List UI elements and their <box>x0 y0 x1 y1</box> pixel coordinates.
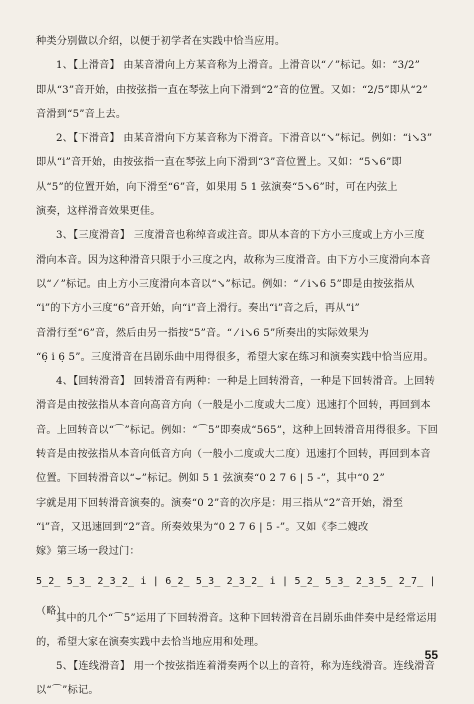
text-line: 音滑行至“6”音，然后由另一指按“5”音。“ ⁄ i↘6 5”所奏出的实际效果为 <box>36 327 369 339</box>
text-line: 3、【三度滑音】 三度滑音也称绰音或注音。即从本音的下方小三度或上方小三度 <box>56 230 425 242</box>
text-line: 即从“i”音开始，由按弦指一直在琴弦上向下滑到“3”音位置上。又如：“5↘6”即 <box>36 157 402 169</box>
text-line: 4、【回转滑音】 回转滑音有两种：一种是上回转滑音，一种是下回转滑音。上回转 <box>56 376 435 388</box>
text-line: 演奏，这样滑音效果更佳。 <box>36 206 161 218</box>
text-line: 即从“3”音开始，由按弦指一直在琴弦上向下滑到“2̇”音的位置。又如：“2/5”即从“2” <box>36 84 428 96</box>
text-line: 滑音是由按弦指从本音向高音方向（一般是小二度或大二度）迅速打个回转，再回到本 <box>36 400 431 412</box>
text-line: 2、【下滑音】 由某音滑向下方某音称为下滑音。下滑音以“↘”标记。例如：“i↘3” <box>56 133 433 145</box>
text-line: 1、【上滑音】 由某音滑向上方某音称为上滑音。上滑音以“ ⁄ ”标记。如：“3/2” <box>56 60 421 72</box>
text-line: 5、【连线滑音】 用一个按弦指连着滑奏两个以上的音符，称为连线滑音。连线滑音 <box>56 661 435 673</box>
text-line: 从“5”的位置开始，向下滑至“6”音，如果用 5 1 弦演奏“5↘6”时，可在内弦上 <box>36 181 398 193</box>
music-score-line: 5̲2̲ 5̲3̲ 2̲3̲2̲ i | 6̲2̲ 5̲3̲ 2̲3̲2̲ i | 5̲2̲ 5̲3̲ 2̲3̲5̲ 2̲7̲ | （略） <box>36 575 436 617</box>
text-line: 种类分别做以介绍，以便于初学者在实践中恰当应用。 <box>36 36 286 47</box>
text-line: “6̣ i 6̣ 5”。三度滑音在吕剧乐曲中用得很多，希望大家在练习和演奏实践中恰当应用。 <box>36 351 434 363</box>
page-number: 55 <box>424 648 438 662</box>
text-line: 其中的几个“⌒5”运用了下回转滑音。这种下回转滑音在吕剧乐曲伴奏中是经常运用 <box>56 612 438 624</box>
text-line: 转音是由按弦指从本音向低音方向（一般小二度或大二度）迅速打个回转，再回到本音 <box>36 449 431 461</box>
page-body <box>36 30 446 704</box>
text-line: 嫁》第三场一段过门： <box>36 546 140 558</box>
text-line: 位置。下回转滑音以“⌣”标记。例如 5 1 弦演奏“0 2̇ 7 6 | 5 -”，其中“0 2̇” <box>36 473 385 485</box>
text-line: 音滑到“5”音上去。 <box>36 108 127 120</box>
text-line: 字就是用下回转滑音演奏的。演奏“0 2̇”音的次序是：用三指从“2̇”音开始，滑至 <box>36 497 404 509</box>
text-line: 的，希望大家在演奏实践中去恰当地应用和处理。 <box>36 636 265 648</box>
text-line: “i”音，又迅速回到“2̇”音。所奏效果为“0 2̇ 7 6 | 5 -”。又如《李二嫂改 <box>36 521 369 533</box>
text-line: “i”的下方小三度“6”音开始，向“i”音上滑行。奏出“i”音之后，再从“i” <box>36 303 360 315</box>
text-line: 滑向本音。因为这种滑音只限于小三度之内，故称为三度滑音。由下方小三度滑向本音 <box>36 254 431 266</box>
text-line: 以“⌒”标记。 <box>36 685 99 697</box>
text-line: 以“ ⁄ ”标记。由上方小三度滑向本音以“↘”标记。例如：“ ⁄ i↘6 5”即是由按弦指从 <box>36 278 415 290</box>
text-line: 音。上回转音以“⌒”标记。例如：“⌒5”即奏成“565”，这种上回转滑音用得很多。下回 <box>36 424 438 436</box>
